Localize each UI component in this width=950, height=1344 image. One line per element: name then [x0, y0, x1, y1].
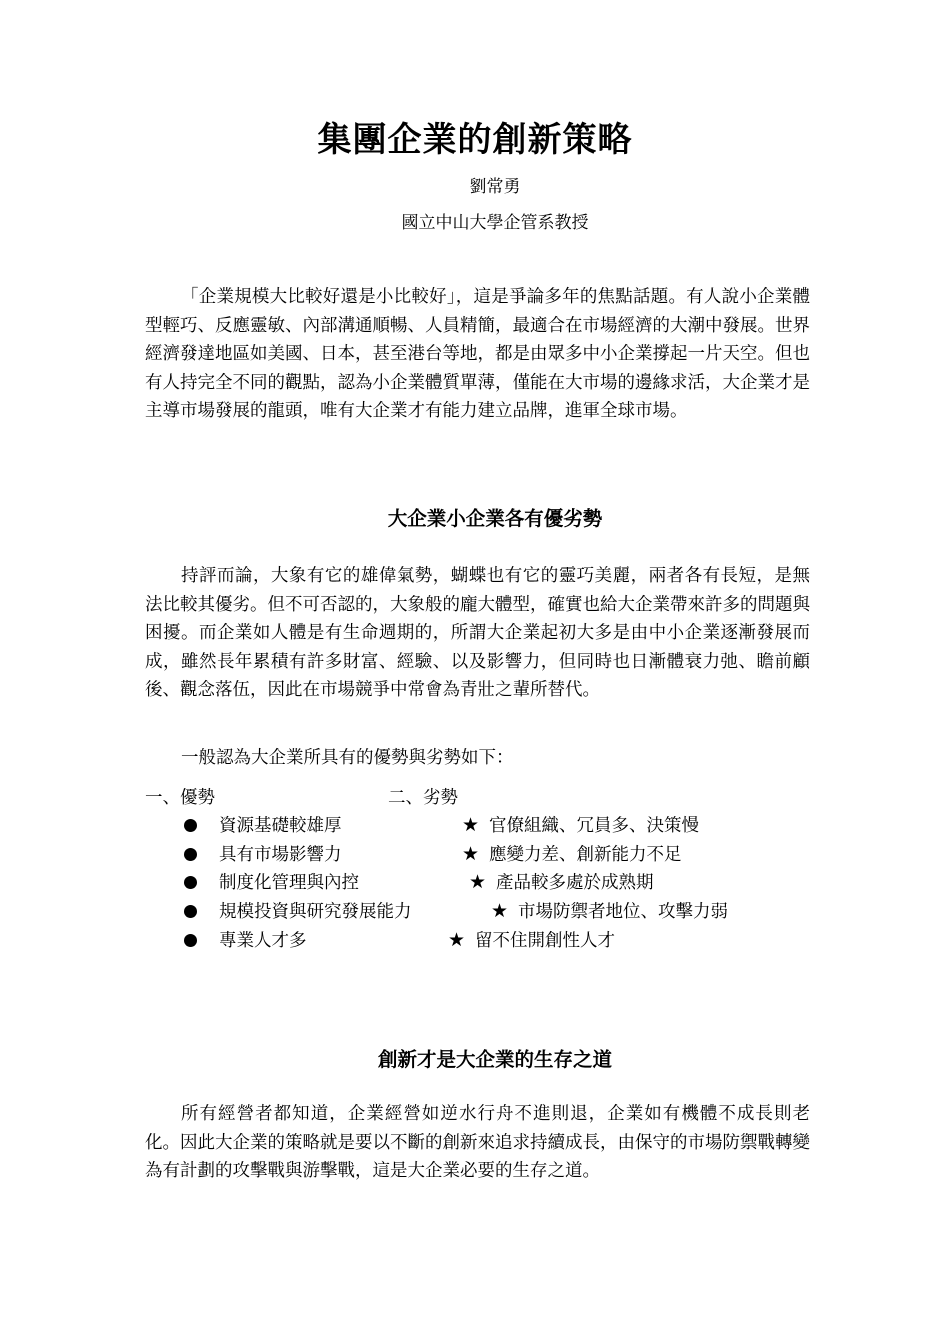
filled-circle-bullet-icon: [184, 934, 197, 947]
advantages-list-title: 一、優勢: [145, 788, 215, 808]
star-bullet-icon: ★: [491, 900, 509, 922]
list-row: [0, 841, 950, 869]
disadvantage-item-text: 留不住開創性人才: [475, 931, 616, 951]
section2-paragraph: 所有經營者都知道，企業經營如逆水行舟不進則退，企業如有機體不成長則老化。因此大企業的策略就是要以不斷的創新來追求持續成長，由保守的市場防禦戰轉變為有計劃的攻擊戰與游擊戰，這是大企業必要的生存之道。: [145, 1104, 810, 1182]
section-heading-innovation: 創新才是大企業的生存之道: [377, 1048, 612, 1071]
disadvantage-item: [448, 927, 615, 952]
author-affiliation: 國立中山大學企管系教授: [401, 213, 589, 233]
filled-circle-bullet-icon: [184, 819, 197, 832]
disadvantage-item: [462, 812, 699, 837]
disadvantage-item: [469, 869, 654, 894]
list-row: [0, 927, 950, 955]
filled-circle-bullet-icon: [184, 876, 197, 889]
advantage-item: 資源基礎較雄厚: [219, 816, 342, 836]
star-bullet-icon: ★: [469, 871, 487, 893]
intro-paragraph: 「企業規模大比較好還是小比較好」，這是爭論多年的焦點話題。有人說小企業體型輕巧、反應靈敏、內部溝通順暢、人員精簡，最適合在市場經濟的大潮中發展。世界經濟發達地區如美國、日本，甚至港台等地，都是由眾多中小企業撐起一片天空。但也有人持完全不同的觀點，認為小企業體質單薄，僅能在大市場的邊緣求活，大企業才是主導市場發展的龍頭，唯有大企業才有能力建立品牌，進軍全球市場。: [145, 287, 810, 422]
section1-lead-paragraph: 一般認為大企業所具有的優勢與劣勢如下：: [181, 748, 514, 768]
advantage-item: 具有市場影響力: [219, 845, 342, 865]
advantage-item: 制度化管理與內控: [219, 873, 359, 893]
disadvantage-item: [491, 898, 728, 923]
section1-paragraph: 持評而論，大象有它的雄偉氣勢，蝴蝶也有它的靈巧美麗，兩者各有長短，是無法比較其優劣。但不可否認的，大象般的龐大體型，確實也給大企業帶來許多的問題與困擾。而企業如人體是有生命週期的，所謂大企業起初大多是由中小企業逐漸發展而成，雖然長年累積有許多財富、經驗、以及影響力，但同時也日漸體衰力弛、瞻前顧後、觀念落伍，因此在市場競爭中常會為青壯之輩所替代。: [145, 566, 810, 701]
list-row: [0, 869, 950, 897]
disadvantage-item-text: 產品較多處於成熟期: [496, 873, 654, 893]
document-title: 集團企業的創新策略: [317, 120, 633, 160]
filled-circle-bullet-icon: [184, 848, 197, 861]
section-heading-strengths-weaknesses: 大企業小企業各有優劣勢: [387, 507, 603, 530]
disadvantages-list-title: 二、劣勢: [388, 788, 458, 808]
list-row: [0, 898, 950, 926]
star-bullet-icon: ★: [462, 843, 480, 865]
advantage-item: 規模投資與研究發展能力: [219, 902, 412, 922]
star-bullet-icon: ★: [462, 814, 480, 836]
disadvantage-item-text: 市場防禦者地位、攻擊力弱: [518, 902, 729, 922]
advantage-item: 專業人才多: [219, 931, 307, 951]
filled-circle-bullet-icon: [184, 905, 197, 918]
disadvantage-item-text: 官僚組織、冗員多、決策慢: [489, 816, 700, 836]
star-bullet-icon: ★: [448, 929, 466, 951]
list-row: [0, 812, 950, 840]
disadvantage-item-text: 應變力差、創新能力不足: [489, 845, 682, 865]
disadvantage-item: [462, 841, 682, 866]
author-name: 劉常勇: [469, 177, 521, 197]
